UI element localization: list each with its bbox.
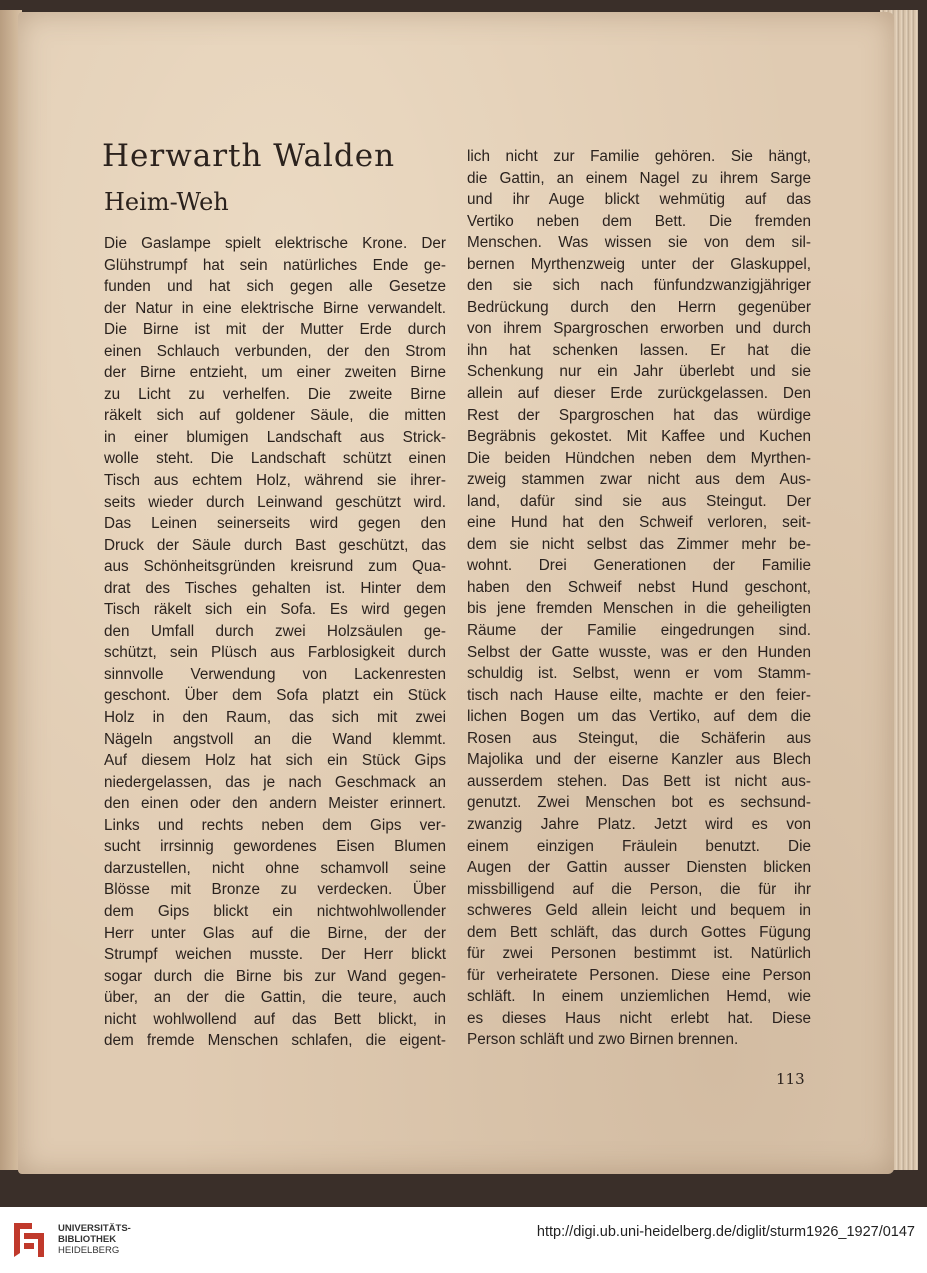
text-line: Begräbnis gekostet. Mit Kaffee und Kuchen xyxy=(467,428,811,446)
text-line: Glühstrumpf hat sein natürliches Ende ge- xyxy=(104,256,446,274)
text-line: Das Leinen seinerseits wird gegen den xyxy=(104,515,446,533)
text-line: den Umfall durch zwei Holzsäulen ge- xyxy=(104,622,446,640)
text-line: land, dafür sind sie aus Steingut. Der xyxy=(467,492,811,510)
text-line: niedergelassen, das je nach Geschmack an xyxy=(104,773,446,791)
library-name-line: BIBLIOTHEK xyxy=(58,1234,117,1245)
text-line: allein auf dieser Erde zurückgelassen. Den xyxy=(467,385,811,403)
text-line: lich nicht zur Familie gehören. Sie hängt, xyxy=(467,148,811,165)
text-line: räkelt sich auf goldener Säule, die mitten xyxy=(104,407,446,425)
text-line: die Gattin, an einem Nagel zu ihrem Sarge xyxy=(467,169,811,187)
text-line: dem sie nicht selbst das Zimmer mehr be- xyxy=(467,535,811,553)
text-line: einen Schlauch verbunden, der den Strom xyxy=(104,342,446,360)
text-line: schützt, sein Plüsch aus Farblosigkeit durch xyxy=(104,644,446,662)
text-line: Blösse mit Bronze zu verdecken. Über xyxy=(104,881,446,899)
text-line: Nägeln angstvoll an die Wand klemmt. xyxy=(104,730,446,748)
text-line: Majolika und der eiserne Kanzler aus Blech xyxy=(467,751,811,769)
text-line: Strumpf weichen musste. Der Herr blickt xyxy=(104,946,446,964)
text-line: sinnvolle Verwendung von Lackenresten xyxy=(104,665,446,683)
text-line: Herr unter Glas auf die Birne, der der xyxy=(104,924,446,942)
text-line: für zwei Personen bestimmt ist. Natürlich xyxy=(467,945,811,963)
article-subtitle: Heim-Weh xyxy=(104,188,229,216)
text-line: darzustellen, nicht ohne schamvoll seine xyxy=(104,859,446,877)
text-line: den sie sich nach fünfundzwanzigjähriger xyxy=(467,277,811,295)
text-line: wohnt. Drei Generationen der Familie xyxy=(467,557,811,575)
text-line: den einen oder den andern Meister erinnert. xyxy=(104,795,446,813)
text-line: Auf diesem Holz hat sich ein Stück Gips xyxy=(104,752,446,770)
text-line: in einer blumigen Landschaft aus Strick- xyxy=(104,428,446,446)
library-footer xyxy=(0,1207,927,1273)
text-line: bernen Myrthenzweig unter der Glaskuppel, xyxy=(467,255,811,273)
text-line: eine Hund hat den Schweif verloren, seit- xyxy=(467,514,811,532)
text-line: Bedrückung durch den Herrn gegenüber xyxy=(467,298,811,316)
text-line: Links und rechts neben dem Gips ver- xyxy=(104,816,446,834)
text-line: Holz in den Raum, das sich mit zwei xyxy=(104,709,446,727)
library-logo-icon xyxy=(10,1219,52,1261)
text-line: funden und hat sich gegen alle Gesetze xyxy=(104,278,446,296)
article-author-title: Herwarth Walden xyxy=(102,138,396,174)
page-number: 113 xyxy=(776,1070,805,1088)
text-line: zweig stammen zwar nicht aus dem Aus- xyxy=(467,471,811,489)
text-column-left xyxy=(104,233,446,1052)
text-line: Vertiko neben dem Bett. Die fremden xyxy=(467,212,811,230)
text-line: Druck der Säule durch Bast geschützt, das xyxy=(104,536,446,554)
text-line: ausserdem stehen. Das Bett ist nicht aus- xyxy=(467,772,811,790)
text-line: zu Licht zu verhelfen. Die zweite Birne xyxy=(104,385,446,403)
text-line: Die Gaslampe spielt elektrische Krone. Der xyxy=(104,235,446,252)
text-line: für verheiratete Personen. Diese eine Person xyxy=(467,966,811,984)
text-line: aus Schönheitsgründen kreisrund zum Qua- xyxy=(104,558,446,576)
text-line: geschont. Über dem Sofa platzt ein Stück xyxy=(104,687,446,705)
text-line: drat des Tisches gehalten ist. Hinter dem xyxy=(104,579,446,597)
text-line: Selbst der Gatte wusste, was er den Hunden xyxy=(467,643,811,661)
text-line: Tisch aus echtem Holz, während sie ihrer- xyxy=(104,472,446,490)
text-line: Schenkung nur ein Jahr überlebt und sie xyxy=(467,363,811,381)
text-line: Die beiden Hündchen neben dem Myrthen- xyxy=(467,449,811,467)
text-line: Augen der Gattin ausser Diensten blicken xyxy=(467,859,811,877)
text-line: seits wieder durch Leinwand geschützt wird. xyxy=(104,493,446,511)
text-line: Rest der Spargroschen hat das würdige xyxy=(467,406,811,424)
text-line: ihn hat schenken lassen. Er hat die xyxy=(467,341,811,359)
text-line: schläft. In einem unziemlichen Hemd, wie xyxy=(467,988,811,1006)
text-line: lichen Bogen um das Vertiko, auf dem die xyxy=(467,708,811,726)
text-line: und ihr Auge blickt wehmütig auf das xyxy=(467,191,811,209)
text-line: schuldig ist. Selbst, wenn er vom Stamm- xyxy=(467,665,811,683)
text-line: Die Birne ist mit der Mutter Erde durch xyxy=(104,321,446,339)
text-line: Menschen. Was wissen sie von dem sil- xyxy=(467,234,811,252)
library-name xyxy=(58,1223,131,1256)
text-line: es dieses Haus nicht erlebt hat. Diese xyxy=(467,1009,811,1027)
text-line: zwanzig Jahre Platz. Jetzt wird es von xyxy=(467,815,811,833)
text-line: über, an der die Gattin, die teure, auch xyxy=(104,989,446,1007)
text-line: der Natur in eine elektrische Birne verwandelt. xyxy=(104,299,446,317)
text-line: einem einzigen Fräulein benutzt. Die xyxy=(467,837,811,855)
text-line: haben den Schweif nebst Hund geschont, xyxy=(467,578,811,596)
text-line: nicht wohlwollend auf das Bett blickt, in xyxy=(104,1010,446,1028)
text-line: wolle steht. Die Landschaft schützt einen xyxy=(104,450,446,468)
source-url-link[interactable]: http://digi.ub.uni-heidelberg.de/diglit/sturm1926_1927/0147 xyxy=(536,1224,915,1240)
text-line: Rosen aus Steingut, die Schäferin aus xyxy=(467,729,811,747)
text-line: dem Bett schläft, das durch Gottes Fügung xyxy=(467,923,811,941)
text-line: genutzt. Zwei Menschen bot es sechsund- xyxy=(467,794,811,812)
library-name-line: UNIVERSITÄTS- xyxy=(58,1223,131,1234)
text-line: dem Gips blickt ein nichtwohlwollender xyxy=(104,902,446,920)
text-line: Räume der Familie eingedrungen sind. xyxy=(467,622,811,640)
text-column-right xyxy=(467,146,811,1051)
text-line: sogar durch die Birne bis zur Wand gegen- xyxy=(104,967,446,985)
text-line: tisch nach Hause eilte, machte er den feier- xyxy=(467,686,811,704)
text-line: Tisch räkelt sich ein Sofa. Es wird gegen xyxy=(104,601,446,619)
text-line: bis jene fremden Menschen in die geheiligten xyxy=(467,600,811,618)
text-line: dem fremde Menschen schlafen, die eigent- xyxy=(104,1032,446,1050)
library-name-line: HEIDELBERG xyxy=(58,1245,120,1256)
text-line: missbilligend auf die Person, die für ihr xyxy=(467,880,811,898)
text-line: von ihrem Spargroschen erworben und durch xyxy=(467,320,811,338)
text-line: Person schläft und zwo Birnen brennen. xyxy=(467,1031,739,1049)
text-line: der Birne entzieht, um einer zweiten Birne xyxy=(104,364,446,382)
text-line: schweres Geld allein leicht und bequem in xyxy=(467,902,811,920)
text-line: sucht irrsinnig gewordenes Eisen Blumen xyxy=(104,838,446,856)
